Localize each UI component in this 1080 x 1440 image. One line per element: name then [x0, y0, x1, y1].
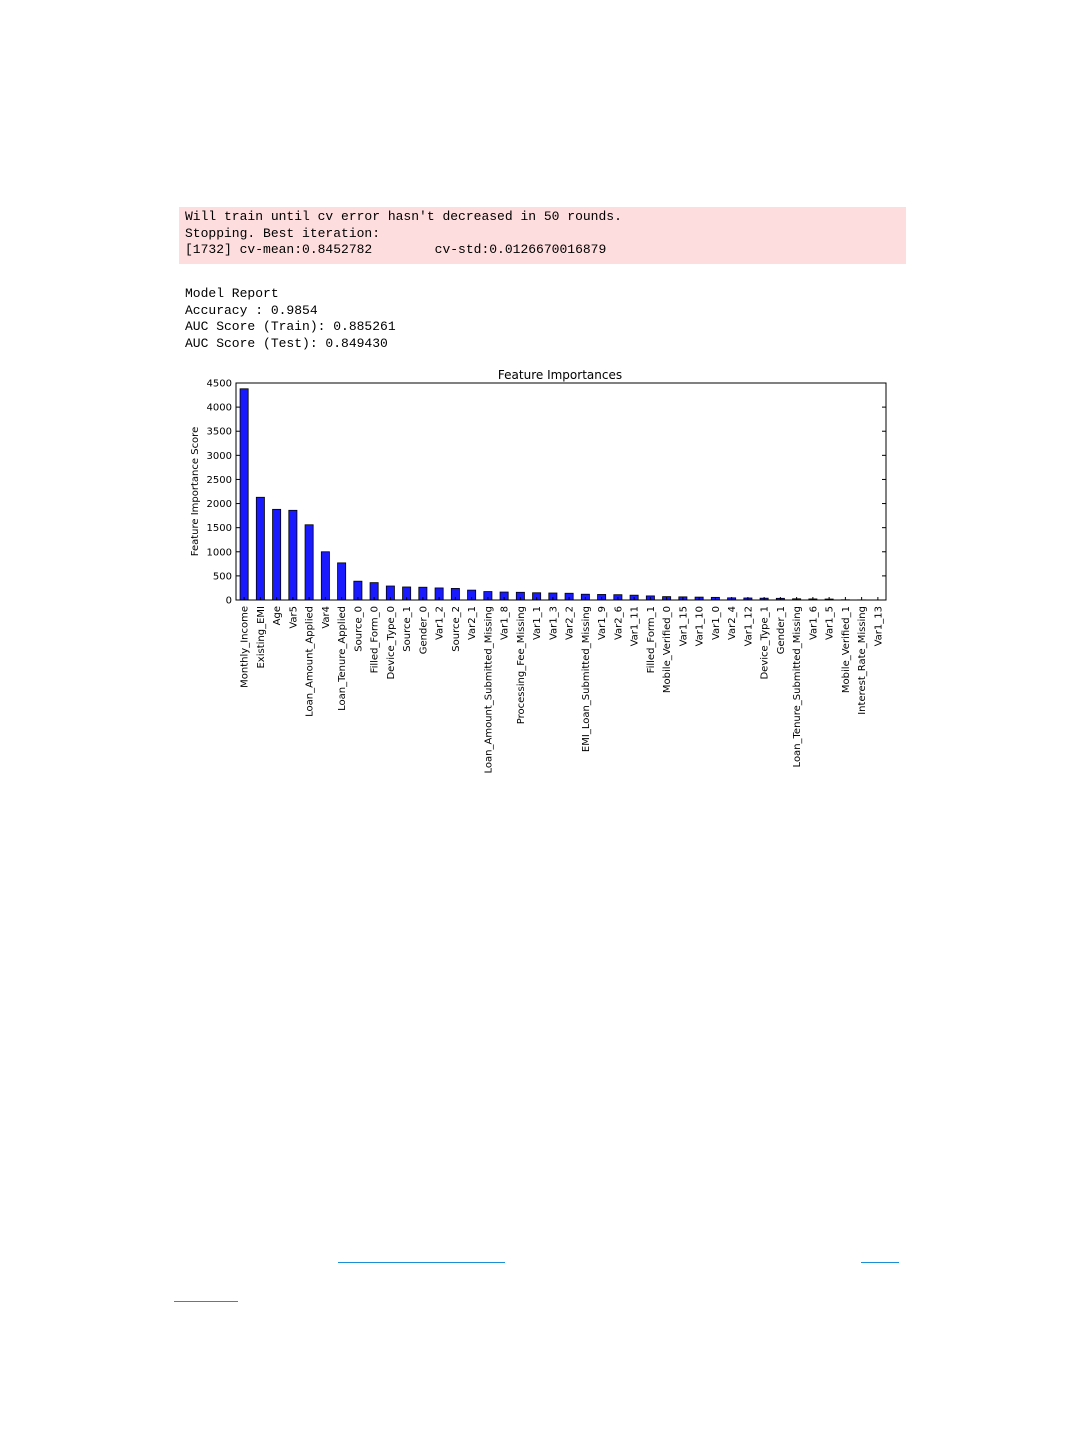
x-tick-label: Source_0 [353, 606, 365, 652]
report-line: AUC Score (Test): 0.849430 [185, 335, 388, 351]
x-tick-label: Gender_0 [418, 606, 430, 655]
bar [240, 389, 248, 600]
report-line: AUC Score (Train): 0.885261 [185, 319, 396, 334]
y-tick-label: 3000 [206, 450, 232, 462]
x-tick-label: Loan_Tenure_Applied [337, 606, 349, 711]
plot-frame [236, 383, 886, 600]
x-tick-label: Var5 [288, 606, 300, 629]
y-tick-label: 2500 [206, 474, 232, 486]
x-tick-label: Var2_6 [613, 606, 625, 641]
x-tick-label: Var1_0 [710, 606, 722, 641]
x-tick-label: Var1_9 [597, 606, 609, 641]
x-tick-label: Var1_1 [532, 606, 544, 641]
feature-importance-chart [180, 365, 900, 790]
link-underline [861, 1262, 899, 1263]
x-tick-label: Gender_1 [775, 606, 787, 655]
x-tick-label: Mobile_Verified_0 [662, 606, 674, 694]
x-tick-label: Age [272, 606, 284, 626]
x-tick-label: EMI_Loan_Submitted_Missing [580, 606, 592, 753]
y-axis-label: Feature Importance Score [190, 426, 201, 557]
bar [256, 497, 264, 600]
x-tick-label: Var1_13 [873, 606, 885, 647]
bar [289, 510, 297, 600]
report-line: Model Report [185, 286, 279, 301]
x-tick-label: Processing_Fee_Missing [515, 606, 527, 725]
x-tick-label: Monthly_Income [239, 606, 251, 688]
x-tick-label: Loan_Amount_Submitted_Missing [483, 606, 495, 774]
y-tick-label: 500 [212, 571, 232, 583]
x-tick-label: Var2_4 [727, 606, 739, 641]
x-tick-label: Source_1 [402, 606, 414, 652]
y-tick-label: 3500 [206, 426, 232, 438]
x-tick-label: Mobile_Verified_1 [840, 606, 852, 694]
stderr-output [179, 207, 906, 264]
x-tick-label: Var1_3 [548, 606, 560, 641]
x-tick-label: Var1_5 [824, 606, 836, 641]
y-tick-label: 0 [225, 595, 232, 607]
stderr-line: [1732] cv-mean:0.8452782 cv-std:0.0126670016879 [185, 242, 607, 257]
x-tick-label: Var1_6 [808, 606, 820, 641]
x-tick-label: Var1_8 [499, 606, 511, 641]
x-tick-label: Interest_Rate_Missing [857, 606, 869, 715]
y-tick-label: 4000 [206, 402, 232, 414]
y-tick-label: 4500 [206, 378, 232, 390]
x-tick-label: Loan_Amount_Applied [304, 606, 316, 717]
x-tick-label: Device_Type_0 [385, 606, 397, 680]
x-tick-label: Var4 [320, 606, 332, 629]
y-tick-label: 1500 [206, 523, 232, 535]
stderr-line: Stopping. Best iteration: [185, 225, 381, 241]
bar [338, 563, 346, 600]
x-tick-label: Source_2 [450, 606, 462, 652]
x-tick-label: Filled_Form_0 [369, 606, 381, 674]
x-tick-label: Existing_EMI [255, 606, 267, 669]
y-tick-label: 1000 [206, 547, 232, 559]
report-line: Accuracy : 0.9854 [185, 302, 318, 318]
x-tick-label: Device_Type_1 [759, 606, 771, 680]
x-tick-label: Filled_Form_1 [645, 606, 657, 674]
bar [321, 552, 329, 600]
x-tick-label: Var1_2 [434, 606, 446, 641]
x-tick-label: Var1_11 [629, 606, 641, 647]
bar [305, 525, 313, 600]
x-tick-label: Var2_2 [564, 606, 576, 641]
model-report [185, 286, 396, 352]
bar [273, 509, 281, 600]
y-tick-label: 2000 [206, 499, 232, 511]
chart-svg [180, 365, 900, 785]
x-tick-label: Var1_12 [743, 606, 755, 647]
x-tick-label: Var1_10 [694, 606, 706, 647]
x-tick-label: Loan_Tenure_Submitted_Missing [792, 606, 804, 768]
stderr-line: Will train until cv error hasn't decreased in 50 rounds. [185, 209, 622, 224]
x-tick-label: Var2_1 [467, 606, 479, 641]
link-underline [338, 1262, 505, 1263]
chart-title: Feature Importances [497, 368, 623, 382]
link-underline [174, 1301, 238, 1302]
x-tick-label: Var1_15 [678, 606, 690, 647]
